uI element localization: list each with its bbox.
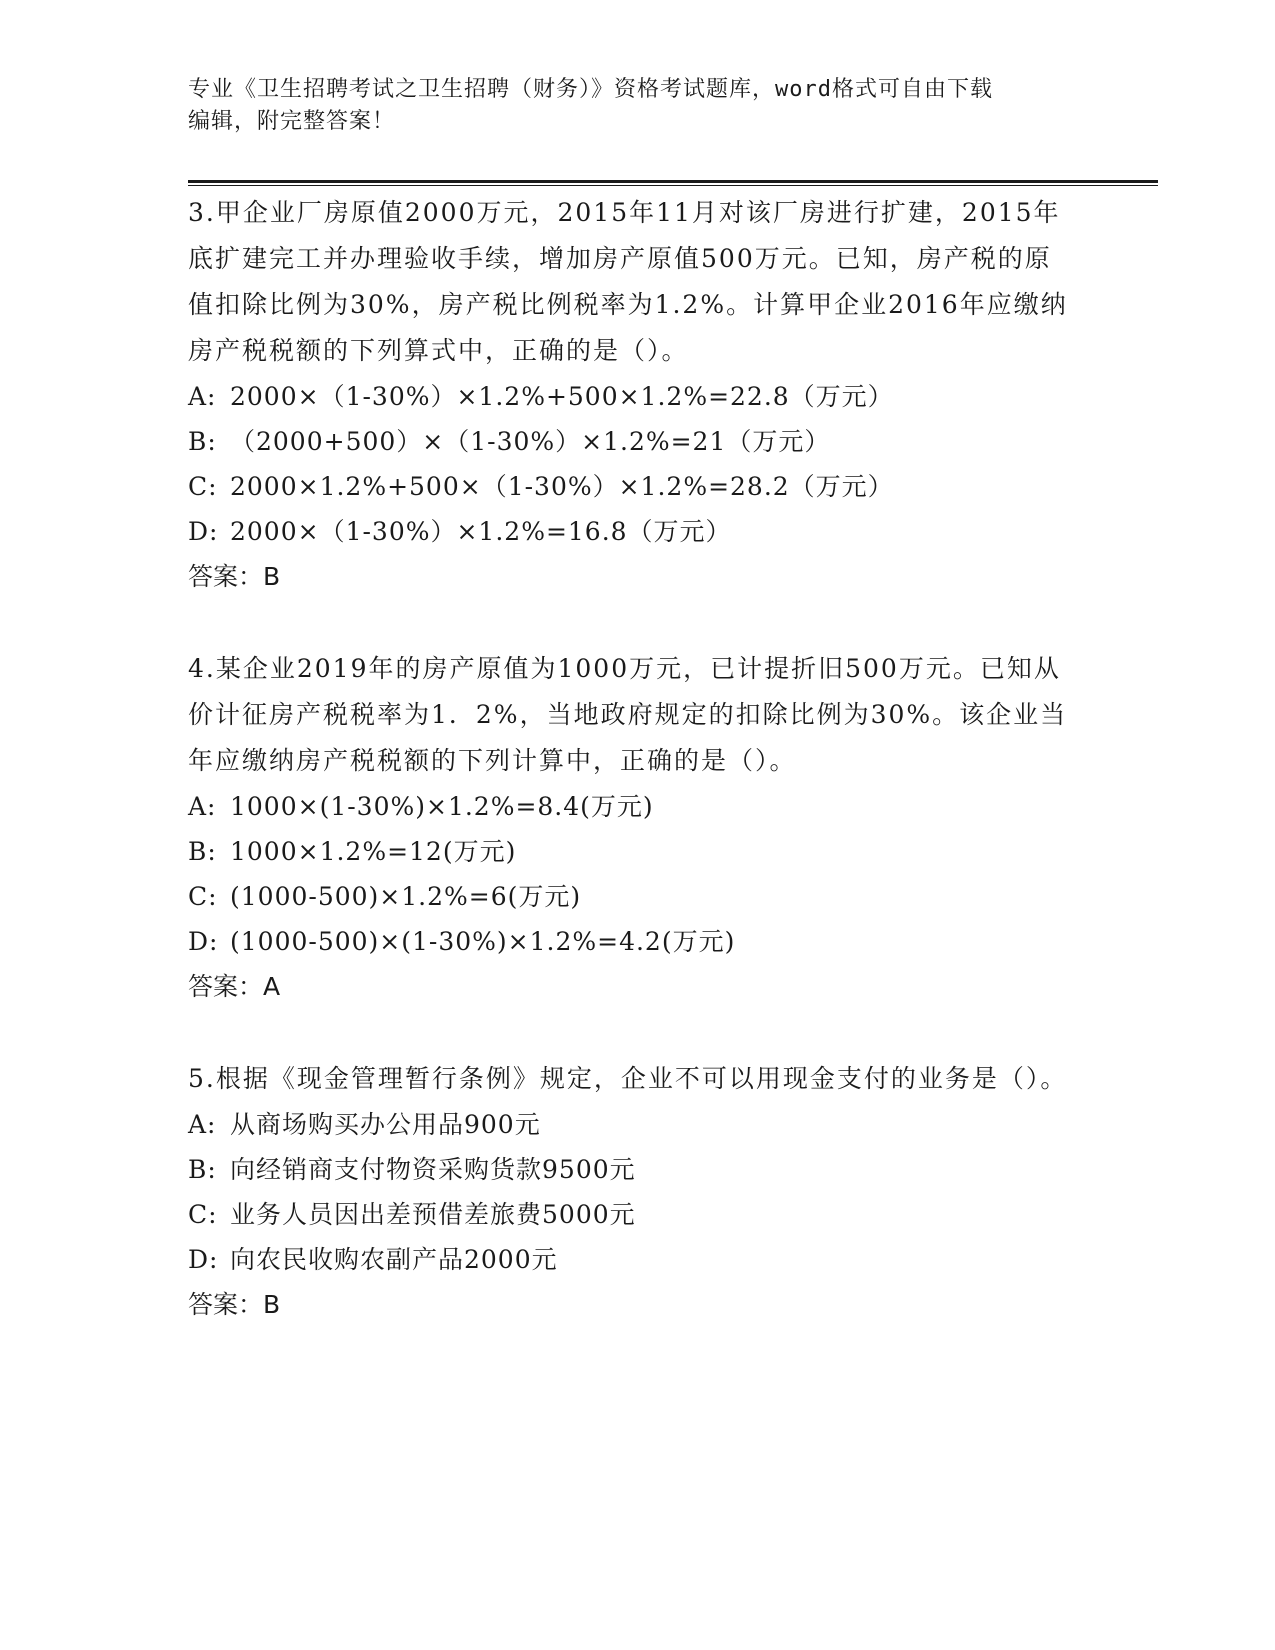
option-key: D: bbox=[188, 927, 219, 956]
option-key: D: bbox=[188, 1245, 219, 1274]
option-text: 1000×(1-30%)×1.2%=8.4(万元) bbox=[230, 792, 654, 821]
option-text: 2000×1.2%+500×（1-30%）×1.2%=28.2（万元） bbox=[230, 472, 894, 501]
option-text: 业务人员因出差预借差旅费5000元 bbox=[230, 1200, 636, 1229]
option-b bbox=[188, 829, 1078, 874]
option-key: A: bbox=[188, 792, 217, 821]
option-text: 2000×（1-30%）×1.2%+500×1.2%=22.8（万元） bbox=[230, 382, 894, 411]
header-line-2: 编辑，附完整答案！ bbox=[188, 109, 396, 134]
option-d bbox=[188, 919, 1078, 964]
answer-line: 答案：A bbox=[188, 972, 281, 1001]
option-b bbox=[188, 1147, 1078, 1192]
question-list bbox=[188, 190, 1078, 1374]
option-b bbox=[188, 419, 1078, 464]
header-line-1: 专业《卫生招聘考试之卫生招聘（财务）》资格考试题库，word格式可自由下载 bbox=[188, 77, 993, 102]
option-key: B: bbox=[188, 1155, 217, 1184]
option-key: C: bbox=[188, 882, 218, 911]
option-a bbox=[188, 1102, 1078, 1147]
option-a bbox=[188, 374, 1078, 419]
option-text: 从商场购买办公用品900元 bbox=[230, 1110, 541, 1139]
question-stem: 4.某企业2019年的房产原值为1000万元，已计提折旧500万元。已知从价计征房产税税率为1．2%，当地政府规定的扣除比例为30%。该企业当年应缴纳房产税税额的下列计算中，正确的是（）。 bbox=[188, 654, 1068, 775]
option-text: 2000×（1-30%）×1.2%=16.8（万元） bbox=[230, 517, 732, 546]
option-text: 向经销商支付物资采购货款9500元 bbox=[230, 1155, 636, 1184]
option-key: C: bbox=[188, 472, 218, 501]
option-key: A: bbox=[188, 382, 217, 411]
answer-line: 答案：B bbox=[188, 1290, 281, 1319]
option-text: 向农民收购农副产品2000元 bbox=[230, 1245, 558, 1274]
question-5 bbox=[188, 1056, 1078, 1328]
header-rule-thin bbox=[188, 185, 1158, 186]
option-text: （2000+500）×（1-30%）×1.2%=21（万元） bbox=[230, 427, 831, 456]
answer-line: 答案：B bbox=[188, 562, 281, 591]
option-text: (1000-500)×1.2%=6(万元) bbox=[230, 882, 582, 911]
option-key: D: bbox=[188, 517, 219, 546]
option-c bbox=[188, 464, 1078, 509]
option-d bbox=[188, 1237, 1078, 1282]
option-c bbox=[188, 1192, 1078, 1237]
option-text: 1000×1.2%=12(万元) bbox=[230, 837, 517, 866]
option-key: B: bbox=[188, 427, 217, 456]
question-3 bbox=[188, 190, 1078, 600]
question-stem: 3.甲企业厂房原值2000万元，2015年11月对该厂房进行扩建，2015年底扩建完工并办理验收手续，增加房产原值500万元。已知，房产税的原值扣除比例为30%，房产税比例税率为1.2%。计算甲企业2016年应缴纳房产税税额的下列算式中，正确的是（）。 bbox=[188, 198, 1068, 365]
option-key: A: bbox=[188, 1110, 217, 1139]
question-4 bbox=[188, 646, 1078, 1010]
option-key: B: bbox=[188, 837, 217, 866]
option-d bbox=[188, 509, 1078, 554]
question-stem: 5.根据《现金管理暂行条例》规定，企业不可以用现金支付的业务是（）。 bbox=[188, 1064, 1068, 1093]
document-header bbox=[188, 74, 1068, 138]
header-rule-thick bbox=[188, 180, 1158, 183]
option-a bbox=[188, 784, 1078, 829]
option-c bbox=[188, 874, 1078, 919]
option-text: (1000-500)×(1-30%)×1.2%=4.2(万元) bbox=[230, 927, 736, 956]
option-key: C: bbox=[188, 1200, 218, 1229]
